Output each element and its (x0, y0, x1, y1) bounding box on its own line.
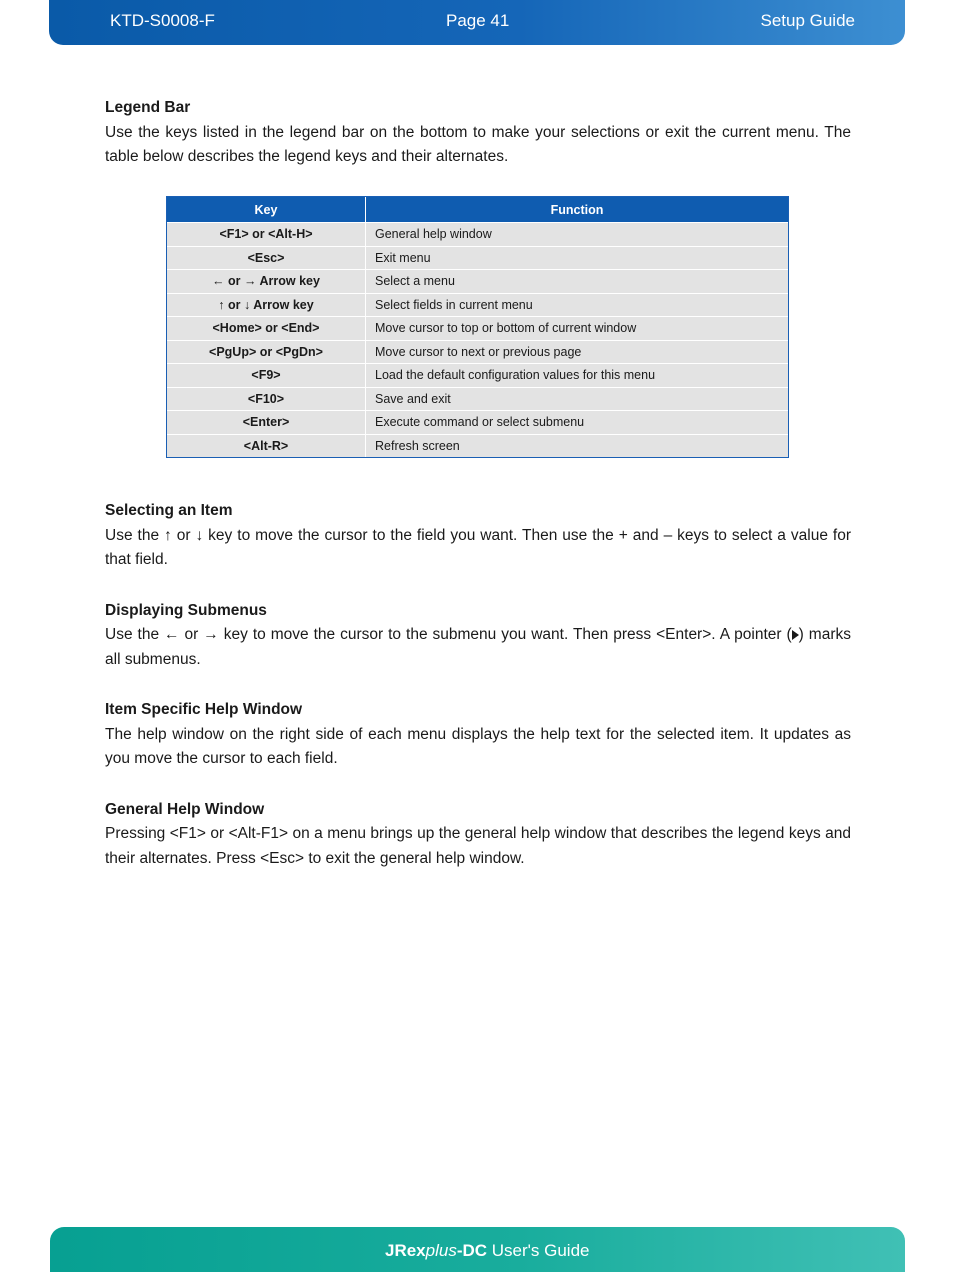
table-cell-key: <F10> (167, 387, 366, 411)
table-cell-key: <Alt-R> (167, 434, 366, 457)
table-cell-function: General help window (366, 223, 789, 247)
item-help-title: Item Specific Help Window (105, 701, 303, 718)
table-row (167, 434, 788, 457)
table-cell-function: Exit menu (366, 246, 789, 270)
general-help-text: Pressing <F1> or <Alt-F1> on a menu brings up the general help window that describes the legend keys and their alternates. Press <Esc> to exit the general help window. (105, 825, 851, 867)
product-name-bold: JRex (385, 1241, 426, 1260)
table-cell-key: <F1> or <Alt-H> (167, 223, 366, 247)
table-cell-function: Refresh screen (366, 434, 789, 457)
table-cell-key: <Enter> (167, 411, 366, 435)
submenus-text (105, 623, 851, 672)
table-cell-function: Move cursor to next or previous page (366, 340, 789, 364)
table-cell-key: <PgUp> or <PgDn> (167, 340, 366, 364)
table-header-key: Key (167, 197, 366, 223)
table-cell-key: ← or → Arrow key (167, 270, 366, 294)
help-sections (105, 499, 851, 897)
table-cell-function: Select a menu (366, 270, 789, 294)
section-name: Setup Guide (760, 11, 855, 30)
table-cell-key: <Esc> (167, 246, 366, 270)
submenus-title: Displaying Submenus (105, 601, 267, 619)
submenus-text-after: ) marks all submenus. (105, 626, 851, 668)
pointer-icon (792, 630, 799, 640)
table-header-function: Function (366, 197, 789, 223)
table-row (167, 270, 788, 294)
table-cell-function: Move cursor to top or bottom of current window (366, 317, 789, 341)
legend-bar-title: Legend Bar (105, 99, 191, 116)
product-name-italic: plus (425, 1241, 457, 1260)
item-help-text: The help window on the right side of each menu displays the help text for the selected item. It updates as you move the cursor to each field. (105, 725, 851, 767)
selecting-item-title: Selecting an Item (105, 502, 233, 519)
table-header-row (167, 197, 788, 223)
table-cell-function: Execute command or select submenu (366, 411, 789, 435)
table-row (167, 387, 788, 411)
doc-id: KTD-S0008-F (110, 11, 215, 30)
table-row (167, 411, 788, 435)
main-content (105, 96, 851, 198)
footer-title (385, 1241, 590, 1261)
general-help-section (105, 798, 851, 872)
table-row (167, 340, 788, 364)
table-cell-function: Save and exit (366, 387, 789, 411)
submenus-section (105, 599, 851, 673)
page-header (49, 0, 905, 45)
legend-bar-section (105, 96, 851, 170)
submenus-text-before: Use the ← or → key to move the cursor to the submenu you want. Then press <Enter>. A pointer ( (105, 626, 792, 643)
table-row (167, 246, 788, 270)
page-number: Page 41 (446, 11, 510, 30)
table-row (167, 293, 788, 317)
general-help-title: General Help Window (105, 800, 265, 818)
table-row (167, 223, 788, 247)
table-row (167, 317, 788, 341)
product-name-suffix: -DC (456, 1241, 488, 1260)
selecting-item-text: Use the ↑ or ↓ key to move the cursor to the field you want. Then use the + and – keys to select a value for that field. (105, 526, 851, 568)
item-help-section (105, 698, 851, 772)
table-cell-function: Load the default configuration values for this menu (366, 364, 789, 388)
table-cell-key: <F9> (167, 364, 366, 388)
legend-keys-table (166, 196, 789, 458)
guide-label: User's Guide (487, 1241, 590, 1260)
table-cell-key: <Home> or <End> (167, 317, 366, 341)
table-cell-function: Select fields in current menu (366, 293, 789, 317)
legend-bar-text: Use the keys listed in the legend bar on the bottom to make your selections or exit the current menu. The table below describes the legend keys and their alternates. (105, 123, 851, 165)
page-footer (50, 1227, 905, 1272)
table-row (167, 364, 788, 388)
table-cell-key: ↑ or ↓ Arrow key (167, 293, 366, 317)
selecting-item-section (105, 499, 851, 573)
